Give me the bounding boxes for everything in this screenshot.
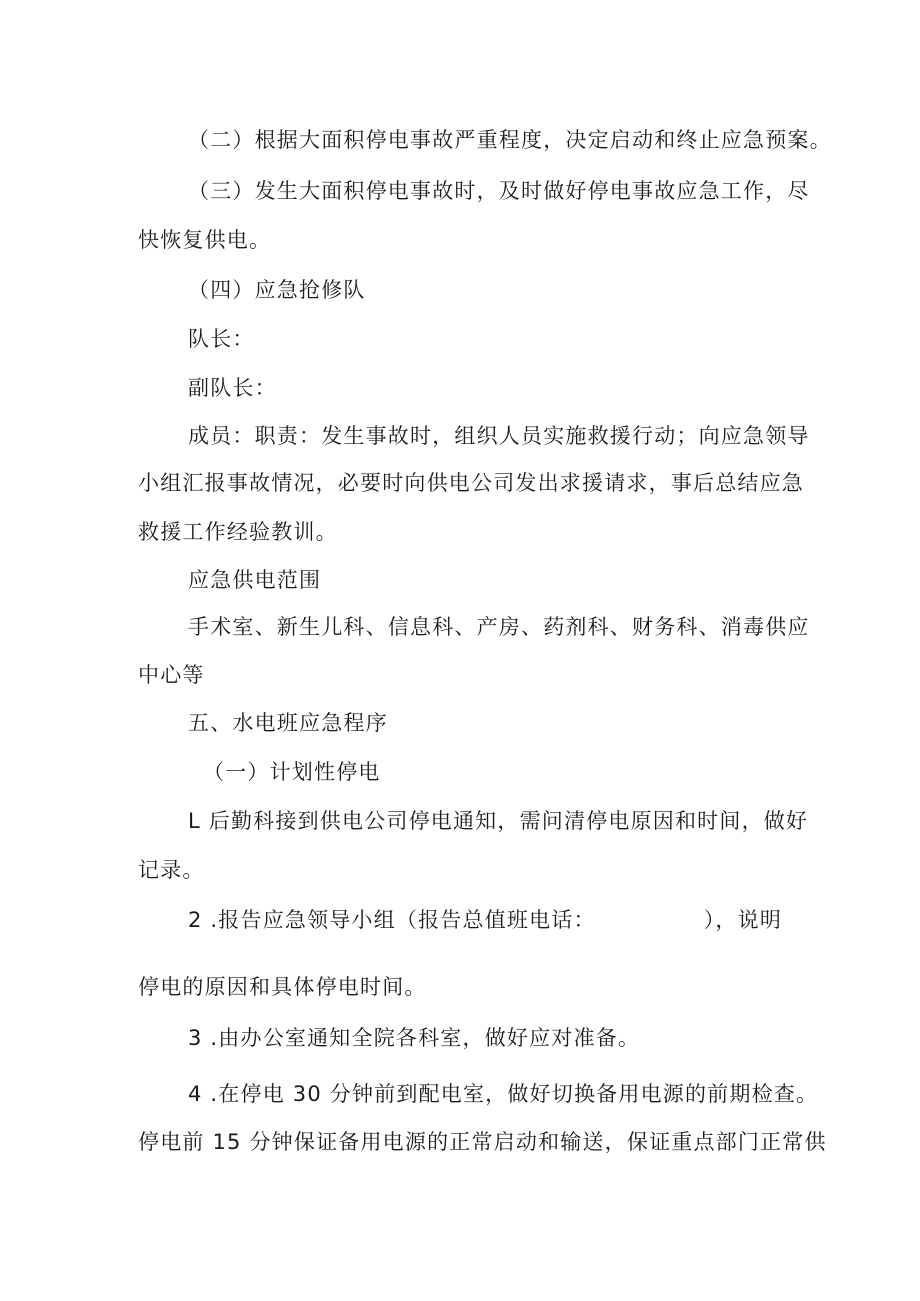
paragraph-emergency-work-line1: （三）发生大面积停电事故时，及时做好停电事故应急工作，尽 <box>188 179 810 203</box>
list-item-4-line1: 4 .在停电 30 分钟前到配电室，做好切换备用电源的前期检查。 <box>188 1082 819 1106</box>
list-item-2-line2: 停电的原因和具体停电时间。 <box>138 975 427 999</box>
paragraph-emergency-work-line2: 快恢复供电。 <box>138 228 272 252</box>
paragraph-members-line3: 救援工作经验教训。 <box>138 520 338 544</box>
paragraph-departments-line2: 中心等 <box>138 663 205 687</box>
section-heading-repair-team: （四）应急抢修队 <box>188 278 366 302</box>
field-team-leader: 队长： <box>188 327 255 351</box>
paragraph-decide-plan: （二）根据大面积停电事故严重程度，决定启动和终止应急预案。 <box>188 128 832 152</box>
list-item-2-report-text: 2 .报告应急领导小组（报告总值班电话： <box>188 908 596 932</box>
paragraph-departments-line1: 手术室、新生儿科、信息科、产房、药剂科、财务科、消毒供应 <box>188 615 810 639</box>
section-heading-procedure: 五、水电班应急程序 <box>188 711 388 735</box>
list-item-2-line1 <box>188 906 782 934</box>
list-item-3: 3 .由办公室通知全院各科室，做好应对准备。 <box>188 1026 641 1050</box>
paragraph-members-line2: 小组汇报事故情况，必要时向供电公司发出求援请求，事后总结应急 <box>138 471 804 495</box>
subsection-heading-planned-outage: （一）计划性停电 <box>203 760 381 784</box>
list-item-4-line2: 停电前 15 分钟保证备用电源的正常启动和输送，保证重点部门正常供 <box>138 1130 827 1154</box>
list-item-2-explain-text: ），说明 <box>703 908 783 932</box>
list-item-1-line2: 记录。 <box>138 858 205 882</box>
field-deputy-leader: 副队长： <box>188 376 277 400</box>
list-item-1-line1: L 后勤科接到供电公司停电通知，需问清停电原因和时间，做好 <box>188 809 809 833</box>
section-heading-supply-scope: 应急供电范围 <box>188 568 322 592</box>
paragraph-members-line1: 成员：职责：发生事故时，组织人员实施救援行动；向应急领导 <box>188 424 810 448</box>
